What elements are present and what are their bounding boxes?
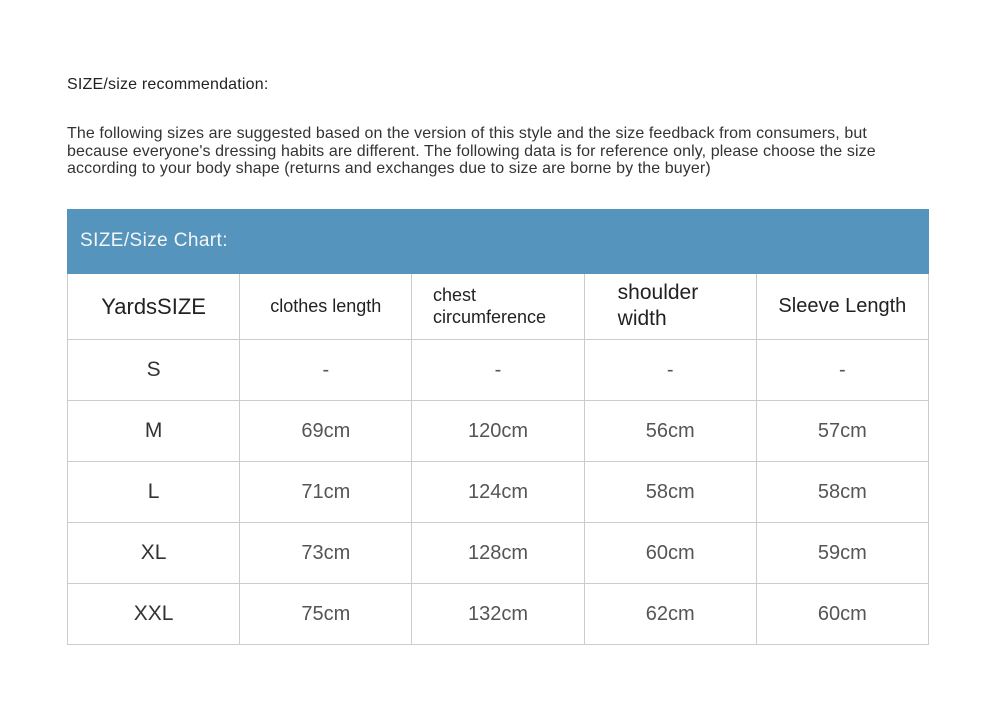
size-chart-body	[68, 340, 929, 645]
table-row	[68, 462, 929, 523]
size-chart-header	[68, 274, 929, 340]
size-chart-section	[67, 209, 929, 646]
measurement-cell: 60cm	[584, 523, 756, 584]
table-row	[68, 401, 929, 462]
column-header	[68, 274, 240, 340]
measurement-cell: 128cm	[412, 523, 584, 584]
size-label-cell: XL	[68, 523, 240, 584]
measurement-cell: 124cm	[412, 462, 584, 523]
size-label-cell: XXL	[68, 584, 240, 645]
measurement-cell: -	[412, 340, 584, 401]
measurement-cell: 120cm	[412, 401, 584, 462]
column-header-label: YardsSIZE	[101, 293, 206, 319]
size-recommendation-heading: SIZE/size recommendation:	[67, 76, 269, 93]
size-chart-header-row	[68, 274, 929, 340]
size-label-cell: L	[68, 462, 240, 523]
measurement-cell: 75cm	[240, 584, 412, 645]
size-label-cell: S	[68, 340, 240, 401]
column-header	[584, 274, 756, 340]
measurement-cell: 57cm	[756, 401, 928, 462]
measurement-cell: 60cm	[756, 584, 928, 645]
size-chart-title-bar	[67, 209, 929, 274]
size-chart-table	[67, 274, 929, 646]
size-chart-title: SIZE/Size Chart:	[80, 230, 228, 251]
measurement-cell: 132cm	[412, 584, 584, 645]
table-row	[68, 523, 929, 584]
column-header-label: shoulder width	[617, 281, 699, 331]
measurement-cell: 56cm	[584, 401, 756, 462]
size-recommendation-text: The following sizes are suggested based on the version of this style and the size feedback from consumers, but because everyone's dressing habits are different. The following data is for reference only, please choose the size according to your body shape (returns and exchanges due to size are borne by the buyer)	[67, 125, 876, 177]
measurement-cell: -	[240, 340, 412, 401]
measurement-cell: 58cm	[756, 462, 928, 523]
column-header	[756, 274, 928, 340]
table-row	[68, 584, 929, 645]
measurement-cell: 71cm	[240, 462, 412, 523]
measurement-cell: 73cm	[240, 523, 412, 584]
measurement-cell: -	[756, 340, 928, 401]
column-header-label: Sleeve Length	[778, 294, 907, 317]
measurement-cell: 59cm	[756, 523, 928, 584]
measurement-cell: 62cm	[584, 584, 756, 645]
column-header	[412, 274, 584, 340]
measurement-cell: 58cm	[584, 462, 756, 523]
measurement-cell: 69cm	[240, 401, 412, 462]
table-row	[68, 340, 929, 401]
column-header	[240, 274, 412, 340]
measurement-cell: -	[584, 340, 756, 401]
column-header-label: clothes length	[270, 296, 382, 316]
column-header-label: chest circumference	[432, 284, 547, 328]
size-label-cell: M	[68, 401, 240, 462]
